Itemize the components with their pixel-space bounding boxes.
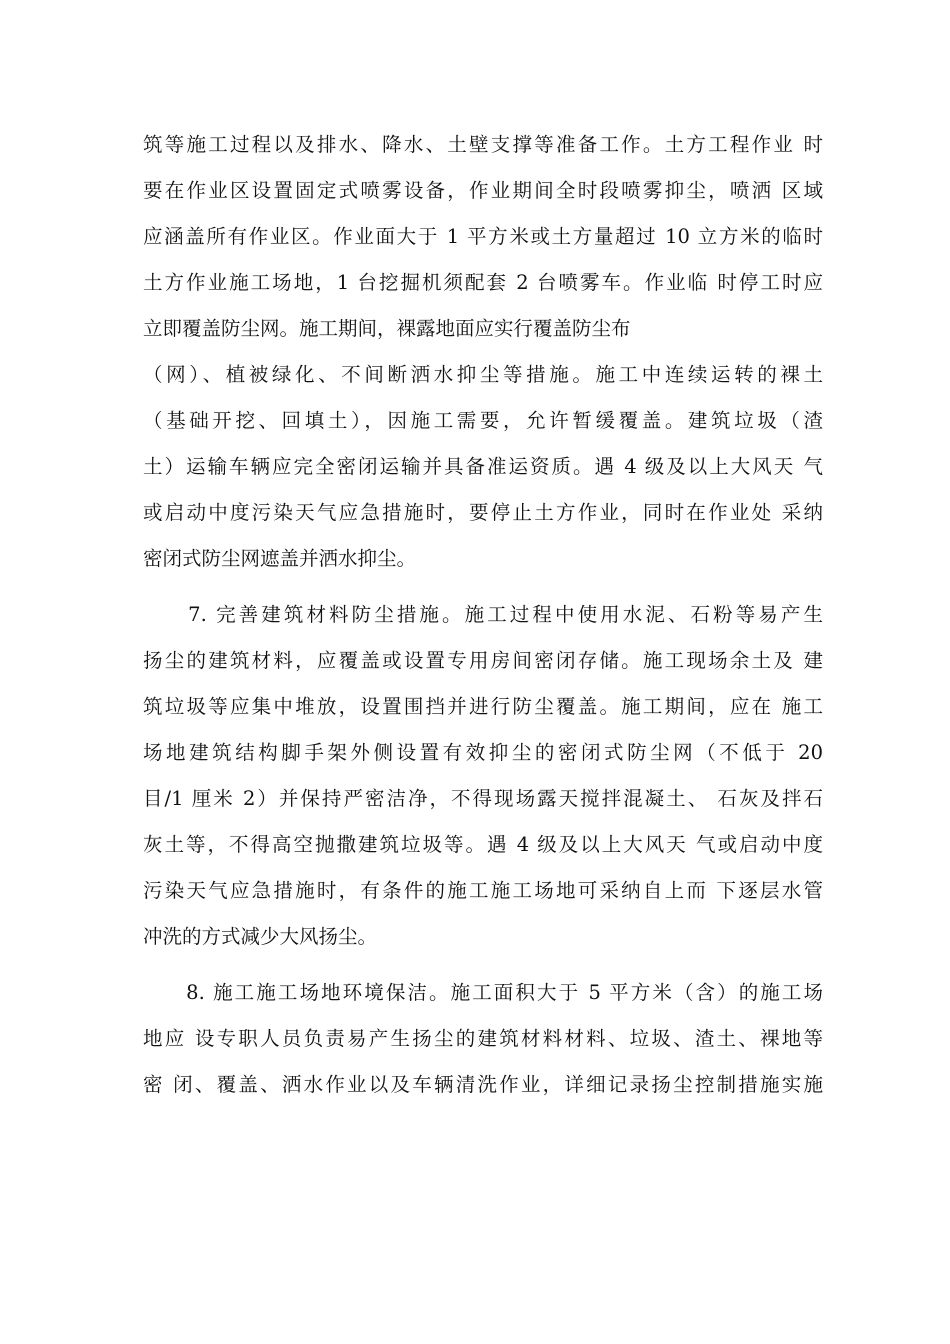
paragraph-spacer — [143, 582, 823, 592]
paragraph-item-7 — [143, 592, 823, 960]
text-line: 密闭式防尘网遮盖并洒水抑尘。 — [143, 547, 417, 570]
paragraph-spacer — [143, 960, 823, 970]
body-text — [143, 122, 823, 1108]
text-line: （基础开挖、回填土），因施工需要，允许暂缓覆盖。建筑垃圾（渣 — [143, 409, 823, 432]
text-line: 要在作业区设置固定式喷雾设备，作业期间全时段喷雾抑尘，喷洒 区域 — [143, 179, 823, 202]
text-line: 筑垃圾等应集中堆放，设置围挡并进行防尘覆盖。施工期间，应在 施工 — [143, 695, 823, 718]
text-line: 目/1 厘米 2）并保持严密洁净，不得现场露天搅拌混凝土、 石灰及拌石 — [143, 787, 823, 810]
text-line: 密 闭、覆盖、洒水作业以及车辆清洗作业，详细记录扬尘控制措施实施 — [143, 1073, 823, 1096]
paragraph-earthwork-continued — [143, 122, 823, 582]
text-line: 扬尘的建筑材料，应覆盖或设置专用房间密闭存储。施工现场余土及 建 — [143, 649, 823, 672]
text-line: 污染天气应急措施时，有条件的施工施工场地可采纳自上而 下逐层水管 — [143, 879, 823, 902]
text-line: 或启动中度污染天气应急措施时，要停止土方作业，同时在作业处 采纳 — [143, 501, 823, 524]
text-line: 土）运输车辆应完全密闭运输并具备准运资质。遇 4 级及以上大风天 气 — [143, 455, 823, 478]
text-line: 7. 完善建筑材料防尘措施。施工过程中使用水泥、石粉等易产生 — [143, 603, 823, 626]
text-line: 立即覆盖防尘网。施工期间，裸露地面应实行覆盖防尘布 — [143, 317, 631, 340]
text-line: 场地建筑结构脚手架外侧设置有效抑尘的密闭式防尘网（不低于 20 — [143, 741, 823, 764]
text-line: 冲洗的方式减少大风扬尘。 — [143, 925, 378, 948]
text-line: 筑等施工过程以及排水、降水、土壁支撑等准备工作。土方工程作业 时 — [143, 133, 823, 156]
text-line: 8. 施工施工场地环境保洁。施工面积大于 5 平方米（含）的施工场 — [143, 981, 823, 1004]
text-line: 土方作业施工场地，1 台挖掘机须配套 2 台喷雾车。作业临 时停工时应 — [143, 271, 823, 294]
paragraph-item-8 — [143, 970, 823, 1108]
text-line: 地应 设专职人员负责易产生扬尘的建筑材料材料、垃圾、渣土、裸地等 — [143, 1027, 823, 1050]
text-line: （网）、植被绿化、不间断洒水抑尘等措施。施工中连续运转的裸土 — [143, 363, 823, 386]
text-line: 灰土等，不得高空抛撒建筑垃圾等。遇 4 级及以上大风天 气或启动中度 — [143, 833, 823, 856]
text-line: 应涵盖所有作业区。作业面大于 1 平方米或土方量超过 10 立方米的临时 — [143, 225, 823, 248]
